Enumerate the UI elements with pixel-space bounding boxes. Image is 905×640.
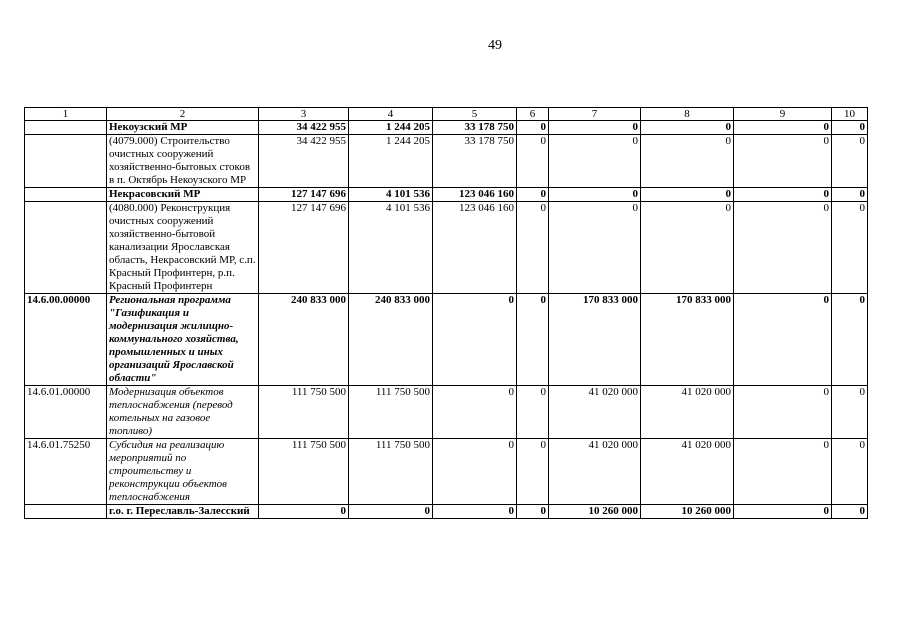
value-col-8: 0 xyxy=(641,135,734,188)
value-col-4: 111 750 500 xyxy=(349,386,433,439)
column-header: 8 xyxy=(641,108,734,121)
page-number: 49 xyxy=(488,38,502,53)
value-col-6: 0 xyxy=(517,188,549,202)
row-code: 14.6.01.75250 xyxy=(25,439,107,505)
row-code xyxy=(25,188,107,202)
row-name: Некоузский МР xyxy=(107,121,259,135)
value-col-8: 41 020 000 xyxy=(641,439,734,505)
value-col-4: 4 101 536 xyxy=(349,202,433,294)
table-row xyxy=(25,505,868,519)
value-col-9: 0 xyxy=(734,135,832,188)
value-col-4: 4 101 536 xyxy=(349,188,433,202)
value-col-6: 0 xyxy=(517,202,549,294)
row-code xyxy=(25,505,107,519)
value-col-5: 0 xyxy=(433,439,517,505)
value-col-6: 0 xyxy=(517,135,549,188)
value-col-10: 0 xyxy=(832,188,868,202)
row-code xyxy=(25,135,107,188)
value-col-5: 123 046 160 xyxy=(433,202,517,294)
value-col-4: 240 833 000 xyxy=(349,294,433,386)
value-col-8: 10 260 000 xyxy=(641,505,734,519)
value-col-5: 33 178 750 xyxy=(433,121,517,135)
value-col-3: 111 750 500 xyxy=(259,386,349,439)
value-col-8: 41 020 000 xyxy=(641,386,734,439)
row-name: (4079.000) Строительство очистных сооружений хозяйственно-бытовых стоков в п. Октябрь Некоузского МР xyxy=(107,135,259,188)
value-col-5: 0 xyxy=(433,386,517,439)
table-row xyxy=(25,202,868,294)
value-col-8: 0 xyxy=(641,202,734,294)
value-col-4: 111 750 500 xyxy=(349,439,433,505)
value-col-9: 0 xyxy=(734,202,832,294)
value-col-7: 0 xyxy=(549,188,641,202)
value-col-6: 0 xyxy=(517,439,549,505)
table-row xyxy=(25,386,868,439)
value-col-9: 0 xyxy=(734,121,832,135)
value-col-7: 0 xyxy=(549,121,641,135)
value-col-4: 1 244 205 xyxy=(349,135,433,188)
table-row xyxy=(25,294,868,386)
value-col-9: 0 xyxy=(734,294,832,386)
header-row xyxy=(25,108,868,121)
budget-table xyxy=(24,107,868,519)
value-col-5: 123 046 160 xyxy=(433,188,517,202)
column-header: 7 xyxy=(549,108,641,121)
value-col-5: 33 178 750 xyxy=(433,135,517,188)
value-col-4: 1 244 205 xyxy=(349,121,433,135)
column-header: 10 xyxy=(832,108,868,121)
column-header: 6 xyxy=(517,108,549,121)
value-col-6: 0 xyxy=(517,294,549,386)
value-col-9: 0 xyxy=(734,505,832,519)
value-col-7: 41 020 000 xyxy=(549,386,641,439)
table-row xyxy=(25,439,868,505)
value-col-9: 0 xyxy=(734,188,832,202)
value-col-7: 41 020 000 xyxy=(549,439,641,505)
value-col-3: 34 422 955 xyxy=(259,121,349,135)
row-name: Некрасовский МР xyxy=(107,188,259,202)
value-col-7: 0 xyxy=(549,202,641,294)
value-col-10: 0 xyxy=(832,294,868,386)
row-code: 14.6.00.00000 xyxy=(25,294,107,386)
column-header: 9 xyxy=(734,108,832,121)
row-name: Региональная программа "Газификация и модернизация жилищно-коммунального хозяйства, промышленных и иных организаций Ярославской области" xyxy=(107,294,259,386)
value-col-8: 0 xyxy=(641,188,734,202)
column-header: 2 xyxy=(107,108,259,121)
value-col-9: 0 xyxy=(734,439,832,505)
row-code xyxy=(25,121,107,135)
value-col-10: 0 xyxy=(832,439,868,505)
table-row xyxy=(25,188,868,202)
row-code: 14.6.01.00000 xyxy=(25,386,107,439)
row-name: г.о. г. Переславль-Залесский xyxy=(107,505,259,519)
value-col-10: 0 xyxy=(832,505,868,519)
value-col-6: 0 xyxy=(517,121,549,135)
value-col-6: 0 xyxy=(517,386,549,439)
row-code xyxy=(25,202,107,294)
value-col-7: 170 833 000 xyxy=(549,294,641,386)
table-row xyxy=(25,135,868,188)
row-name: (4080.000) Реконструкция очистных сооружений хозяйственно-бытовой канализации Ярославская область, Некрасовский МР, с.п. Красный Профинтерн, р.п. Красный Профинтерн xyxy=(107,202,259,294)
value-col-6: 0 xyxy=(517,505,549,519)
column-header: 5 xyxy=(433,108,517,121)
value-col-8: 170 833 000 xyxy=(641,294,734,386)
value-col-10: 0 xyxy=(832,121,868,135)
value-col-9: 0 xyxy=(734,386,832,439)
value-col-4: 0 xyxy=(349,505,433,519)
value-col-10: 0 xyxy=(832,202,868,294)
value-col-3: 34 422 955 xyxy=(259,135,349,188)
value-col-5: 0 xyxy=(433,505,517,519)
value-col-3: 240 833 000 xyxy=(259,294,349,386)
value-col-3: 127 147 696 xyxy=(259,188,349,202)
value-col-10: 0 xyxy=(832,135,868,188)
row-name: Субсидия на реализацию мероприятий по строительству и реконструкции объектов теплоснабжения xyxy=(107,439,259,505)
row-name: Модернизация объектов теплоснабжения (перевод котельных на газовое топливо) xyxy=(107,386,259,439)
column-header: 1 xyxy=(25,108,107,121)
value-col-8: 0 xyxy=(641,121,734,135)
value-col-3: 127 147 696 xyxy=(259,202,349,294)
value-col-7: 10 260 000 xyxy=(549,505,641,519)
value-col-3: 111 750 500 xyxy=(259,439,349,505)
value-col-3: 0 xyxy=(259,505,349,519)
table-row xyxy=(25,121,868,135)
column-header: 4 xyxy=(349,108,433,121)
column-header: 3 xyxy=(259,108,349,121)
value-col-7: 0 xyxy=(549,135,641,188)
value-col-10: 0 xyxy=(832,386,868,439)
value-col-5: 0 xyxy=(433,294,517,386)
